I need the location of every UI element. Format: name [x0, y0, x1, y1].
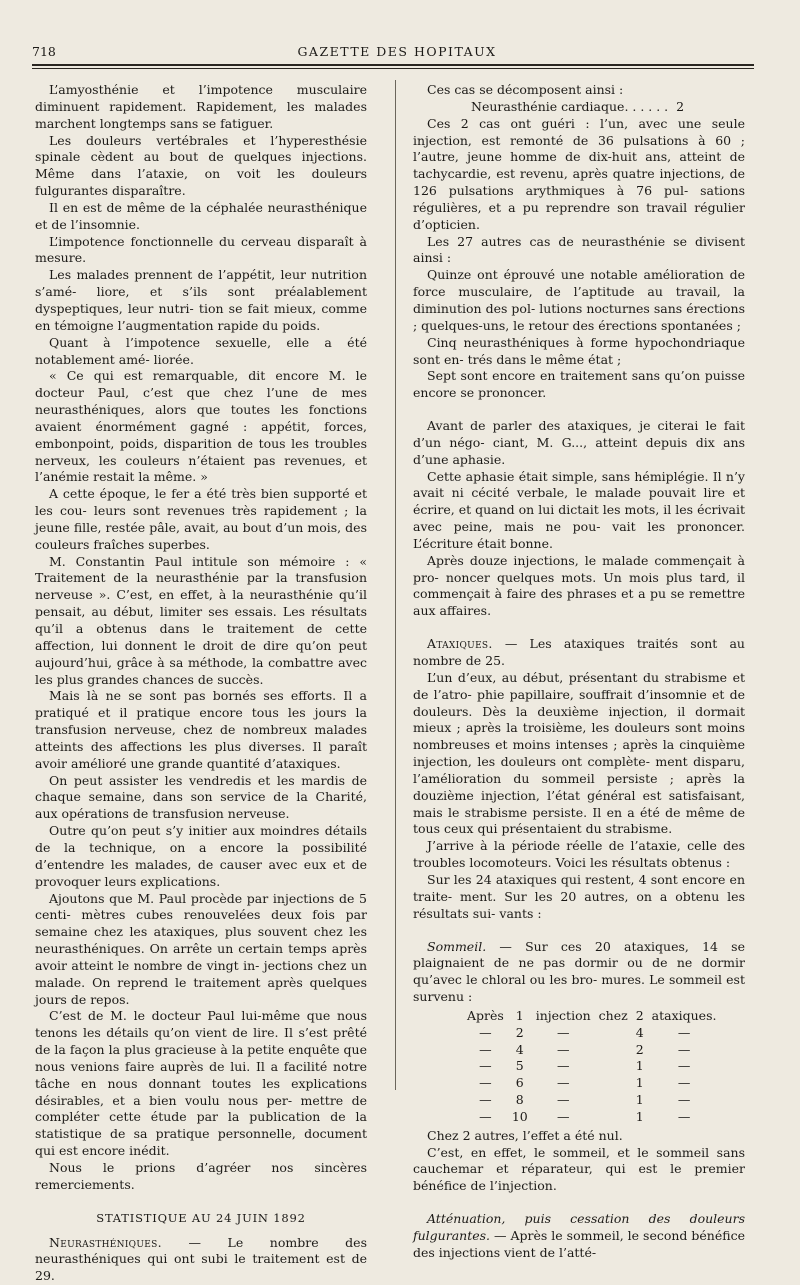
table-cell: — [677, 1092, 691, 1108]
table-cell: ataxiques. [651, 1007, 717, 1023]
paragraph: M. Constantin Paul intitule son mémoire : « Traitement de la neurasthénie par la transfusion nerveuse ». C’est, en effet, à la neurasthénie qu’il pensait, au début, limiter ses essais. Les résultats qu’il a obtenus dans le traitement de cette affection, lui donnent le droit de dire qu’on peut aujourd’hui, grâce à sa méthode, la combattre avec les plus grandes chances de succès. [35, 553, 367, 687]
table-cell: — [677, 1024, 691, 1040]
attenuation-label: Atténuation, puis cessation des douleurs fulgurantes. [413, 1211, 745, 1243]
table-cell: 1 [635, 1075, 644, 1091]
paragraph: Outre qu’on peut s’y initier aux moindres détails de la technique, on a encore la possibilité d’entendre les malades, de causer avec eux et de provoquer leurs explications. [35, 823, 367, 889]
right-paragraphs-b [413, 418, 745, 620]
table-cell: — [556, 1024, 570, 1040]
table-cell [595, 1042, 632, 1059]
paragraph: C’est de M. le docteur Paul lui-même que nous tenons les détails qu’on vient de lire. Il s’est prêté de la façon la plus gracieuse à la petite enquête que nous venions faire auprès de lui. Il a facilité notre tâche en nous donnant toutes les explications désirables, et a bien voulu nous per- mettre de compléter cette étude par la publication de la statistique de sa pratique personnelle, document qui est encore inédit. [35, 1008, 367, 1159]
table-row [463, 1025, 720, 1042]
right-paragraphs-d [413, 1128, 745, 1195]
cardiac-cases-value: 2 [676, 98, 685, 114]
table-cell: — [677, 1058, 691, 1074]
table-row [463, 1042, 720, 1059]
paragraph: Cinq neurasthéniques à forme hypochondriaque sont en- trés dans le même état ; [413, 334, 745, 367]
ataxic-text: — Les ataxiques traités sont au nombre de 25. [413, 636, 745, 668]
paragraph: Chez 2 autres, l’effet a été nul. [427, 1127, 623, 1143]
paragraph: Sept sont encore en traitement sans qu’on puisse encore se prononcer. [413, 368, 745, 401]
table-cell: — [479, 1058, 492, 1074]
spacer [413, 620, 745, 636]
table-cell: 5 [515, 1058, 524, 1074]
paragraph: Ajoutons que M. Paul procède par injections de 5 centi- mètres cubes renouvelées deux fois par semaine chez les ataxiques, plus souvent chez les neurasthéniques. On arrête un certain temps après avoir atteint le nombre de vingt in- jections chez un malade. On reprend le traitement après quelques jours de repos. [35, 890, 367, 1007]
table-cell: — [479, 1092, 492, 1108]
cardiac-cases-line [413, 99, 745, 116]
table-cell: 10 [511, 1108, 528, 1124]
sleep-paragraph [413, 939, 745, 1006]
table-row [463, 1058, 720, 1075]
table-cell: 6 [515, 1075, 524, 1091]
paragraph: Les 27 autres cas de neurasthénie se divisent ainsi : [413, 233, 745, 266]
neurasthenic-label: Neurasthéniques. [49, 1234, 162, 1250]
right-column [413, 82, 745, 1262]
table-cell: — [479, 1108, 492, 1124]
paragraph: J’arrive à la période réelle de l’ataxie, celle des troubles locomoteurs. Voici les résultats obtenus : [413, 838, 745, 871]
table-cell: — [479, 1075, 492, 1091]
table-cell: — [556, 1108, 570, 1124]
column-divider [395, 80, 396, 1090]
neurasthenic-text: — Le nombre des neurasthéniques qui ont subi le traitement est de 29. [35, 1234, 367, 1284]
table-row [463, 1008, 720, 1025]
paragraph: Nous le prions d’agréer nos sincères remerciements. [35, 1160, 367, 1192]
sleep-table [463, 1008, 720, 1126]
table-row [463, 1092, 720, 1109]
table-cell: 8 [515, 1092, 524, 1108]
table-cell: — [556, 1041, 570, 1057]
paragraph: Il en est de même de la céphalée neurasthénique et de l’insomnie. [35, 199, 367, 232]
paragraph: Mais là ne se sont pas bornés ses efforts. Il a pratiqué et il pratique encore tous les jours la transfusion nerveuse, chez de nombreux malades atteints des affections les plus diverses. Il paraît avoir amélioré une grande quantité d’ataxiques. [35, 688, 367, 771]
table-cell: 1 [515, 1007, 524, 1023]
paragraph: L’impotence fonctionnelle du cerveau disparaît à mesure. [35, 233, 367, 266]
paragraph: Les douleurs vertébrales et l’hyperesthésie spinale cèdent au bout de quelques injections. Même dans l’ataxie, on voit les douleurs fulgurantes disparaître. [35, 132, 367, 199]
paragraph: Ces 2 cas ont guéri : l’un, avec une seule injection, est remonté de 36 pulsations à 60 ; l’autre, jeune homme de dix-huit ans, atteint de tachycardie, est revenu, après quatre injections, de 126 pulsations arythmiques à 76 pul- sations régulières, et a pu reprendre son travail régulier d’opticien. [413, 115, 745, 232]
right-paragraphs-c [413, 670, 745, 923]
table-cell: — [556, 1075, 570, 1091]
spacer [35, 1194, 367, 1210]
table-cell: — [479, 1041, 492, 1057]
spacer [413, 923, 745, 939]
left-column [35, 82, 367, 1285]
ataxic-stat-paragraph [413, 636, 745, 670]
table-cell: 1 [635, 1108, 644, 1124]
table-cell [595, 1025, 632, 1042]
paragraph: On peut assister les vendredis et les mardis de chaque semaine, dans son service de la Charité, aux opérations de transfusion nerveuse. [35, 772, 367, 822]
table-cell [595, 1075, 632, 1092]
table-cell: 4 [635, 1024, 644, 1040]
table-cell: 4 [515, 1041, 524, 1057]
paragraph: Avant de parler des ataxiques, je citerai le fait d’un négo- ciant, M. G..., atteint depuis dix ans d’une aphasie. [413, 418, 745, 467]
table-cell: 1 [635, 1092, 644, 1108]
table-cell: — [479, 1024, 492, 1040]
table-cell: — [677, 1108, 691, 1124]
paragraph: C’est, en effet, le sommeil, et le sommeil sans cauchemar et réparateur, qui est le premier bénéfice de l’injection. [413, 1144, 745, 1194]
header-rule-thin [32, 68, 754, 69]
paragraph: Sur les 24 ataxiques qui restent, 4 sont encore en traite- ment. Sur les 20 autres, on a obtenu les résultats sui- vants : [413, 871, 745, 921]
statistics-heading: STATISTIQUE AU 24 JUIN 1892 [96, 1210, 306, 1225]
paragraph: L’un d’eux, au début, présentant du strabisme et de l’atro- phie papillaire, souffrait d’insomnie et de douleurs. Dès la deuxième injection, il dormait mieux ; après la troisième, les douleurs sont moins nombreuses et moins intenses ; après la cinquième injection, les douleurs ont complète- ment disparu, l’amélioration du sommeil persiste ; après la douzième injection, l’état général est satisfaisant, mais le strabisme persiste. Il en a été de même de tous ceux qui présentaient du strabisme. [413, 669, 745, 837]
spacer [35, 1227, 367, 1235]
paragraph: A cette époque, le fer a été très bien supporté et les cou- leurs sont revenues très rapidement ; la jeune fille, restée pâle, avait, au bout d’un mois, des couleurs fraîches superbes. [35, 486, 367, 552]
table-cell [595, 1109, 632, 1126]
table-cell: 2 [635, 1007, 644, 1023]
table-cell: injection [535, 1007, 591, 1023]
paragraph: L’amyosthénie et l’impotence musculaire diminuent rapidement. Rapidement, les malades marchent longtemps sans se fatiguer. [35, 82, 367, 131]
attenuation-paragraph [413, 1211, 745, 1262]
left-paragraphs [35, 82, 367, 1194]
table-row [463, 1075, 720, 1092]
cases-intro: Ces cas se décomposent ainsi : [427, 82, 624, 97]
ataxic-label: Ataxiques. [427, 636, 493, 652]
sleep-label: Sommeil. [427, 938, 487, 954]
sleep-text: — Sur ces 20 ataxiques, 14 se plaignaient de ne pas dormir ou de ne dormir qu’avec le chloral ou les bro- mures. Le sommeil est survenu : [413, 938, 745, 1005]
table-cell: — [677, 1041, 691, 1057]
paragraph: « Ce qui est remarquable, dit encore M. le docteur Paul, c’est que chez l’une de mes neurasthéniques, alors que toutes les fonctions avaient énormément gagné : appétit, forces, embonpoint, poids, disparition de tous les troubles nerveux, les couleurs n’étaient pas revenues, et l’anémie restait la même. » [35, 368, 367, 485]
paragraph: Les malades prennent de l’appétit, leur nutrition s’amé- liore, et s’ils sont préalablement dyspeptiques, leur nutri- tion se fait mieux, comme en témoigne l’augmentation rapide du poids. [35, 267, 367, 333]
table-cell: chez [598, 1007, 628, 1023]
table-cell [595, 1092, 632, 1109]
page-header [32, 42, 762, 62]
table-cell: 2 [515, 1024, 524, 1040]
spacer [413, 1195, 745, 1211]
cardiac-cases-label: Neurasthénie cardiaque. . . . . . [471, 98, 669, 114]
paragraph: Cette aphasie était simple, sans hémiplégie. Il n’y avait ni cécité verbale, le malade pouvait lire et écrire, et quand on lui dictait les mots, il les écrivait avec peine, mais ne pou- vait les prononcer. L’écriture était bonne. [413, 468, 745, 551]
table-cell: — [556, 1058, 570, 1074]
paragraph: Après douze injections, le malade commençait à pro- noncer quelques mots. Un mois plus tard, il commençait à faire des phrases et a pu se remettre aux affaires. [413, 552, 745, 619]
table-cell: 2 [635, 1041, 644, 1057]
paragraph: Quinze ont éprouvé une notable amélioration de force musculaire, de l’aptitude au travail, la diminution des pol- lutions nocturnes sans érections ; quelques-uns, le retour des érections spontanées ; [413, 267, 745, 333]
spacer [413, 402, 745, 418]
right-paragraphs-a [413, 116, 745, 402]
table-cell: — [556, 1092, 570, 1108]
table-cell: — [677, 1075, 691, 1091]
neurasthenic-stat-paragraph [35, 1235, 367, 1285]
page-number: 718 [32, 44, 56, 59]
paragraph: Quant à l’impotence sexuelle, elle a été notablement amé- liorée. [35, 334, 367, 367]
header-rule-thick [32, 64, 754, 66]
attenuation-text: — Après le sommeil, le second bénéfice des injections vient de l’atté- [413, 1228, 745, 1260]
journal-title: GAZETTE DES HOPITAUX [297, 44, 497, 59]
table-row [463, 1109, 720, 1126]
table-cell: Après [467, 1007, 504, 1023]
table-cell: 1 [635, 1058, 644, 1074]
table-cell [595, 1058, 632, 1075]
